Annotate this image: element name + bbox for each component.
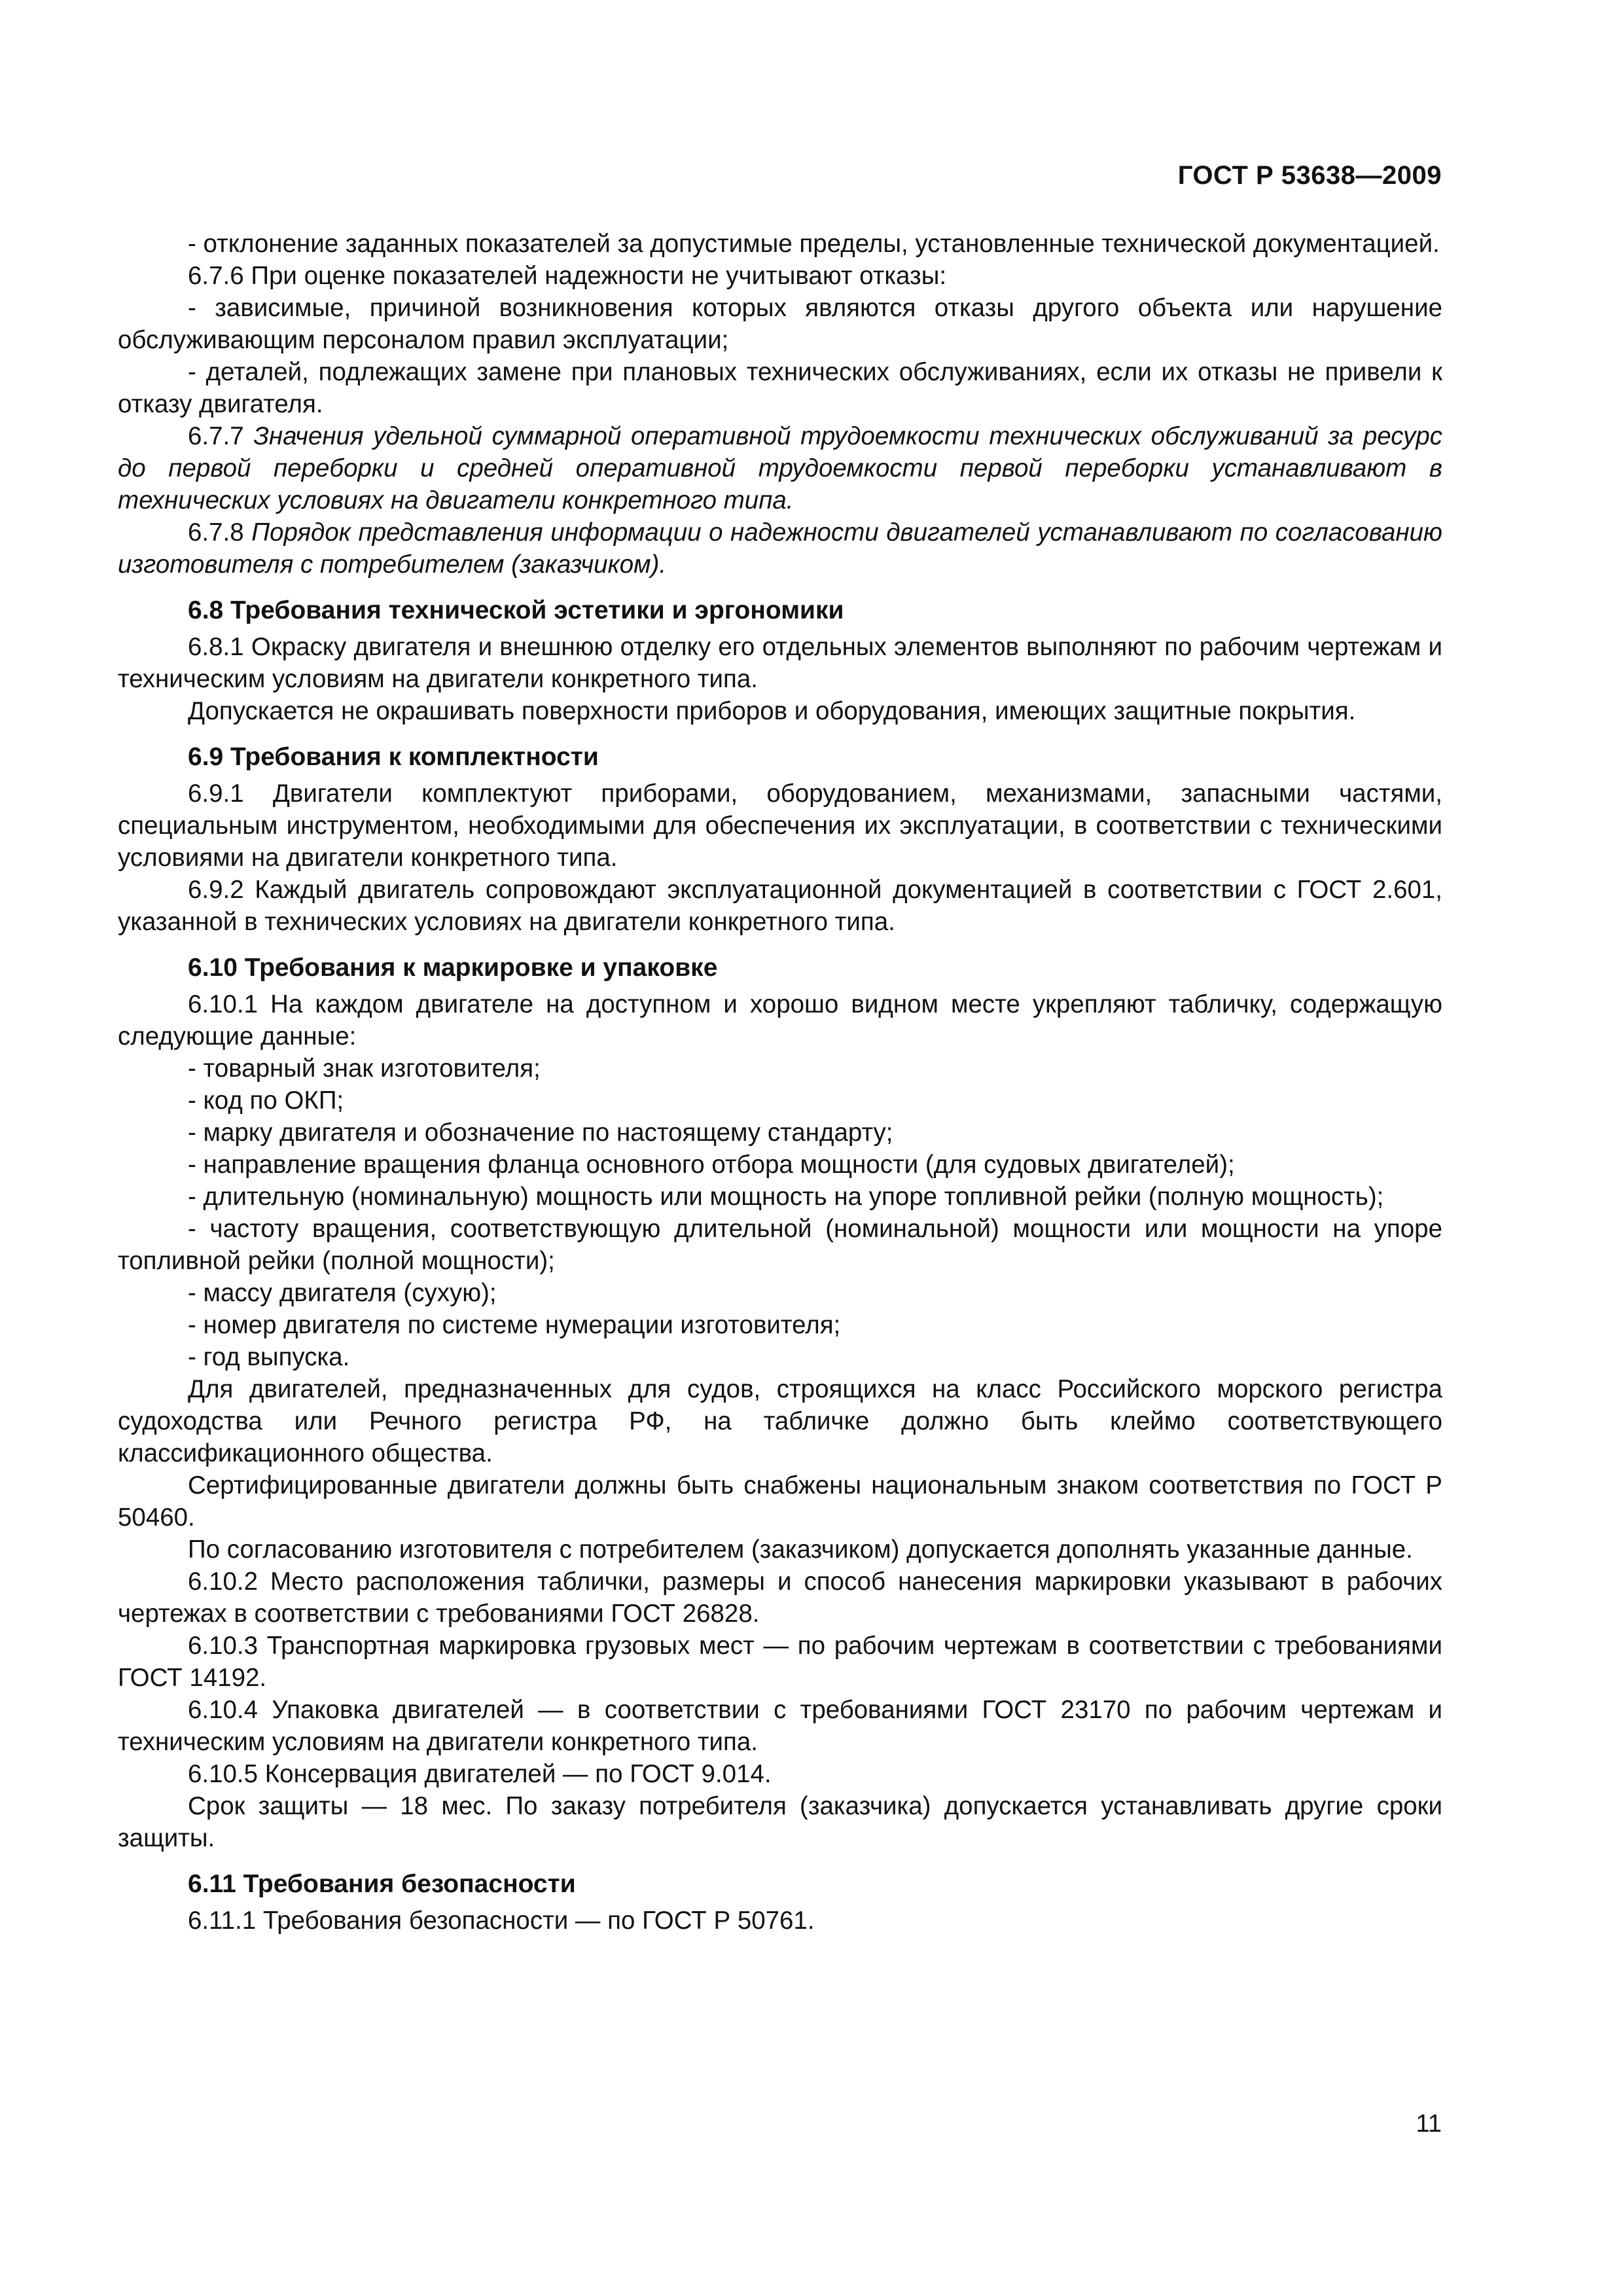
standard-designation: ГОСТ Р 53638—2009 <box>1177 161 1442 190</box>
clause-6-10-5: 6.10.5 Консервация двигателей — по ГОСТ 9.014. <box>188 1760 772 1788</box>
list-item: - товарный знак изготовителя; <box>188 1054 541 1083</box>
clause-6-9-1: 6.9.1 Двигатели комплектуют приборами, оборудованием, механизмами, запасными частями, специальным инструментом, необходимыми для обеспечения их эксплуатации, в соответствии с техническими условиями на двигатели конкретного типа. <box>118 780 1442 872</box>
section-heading-6-8: 6.8 Требования технической эстетики и эргономики <box>188 596 844 624</box>
paragraph: По согласованию изготовителя с потребителем (заказчиком) допускается дополнять указанные данные. <box>188 1535 1413 1564</box>
list-item: - год выпуска. <box>188 1343 350 1371</box>
paragraph: Сертифицированные двигатели должны быть снабжены национальным знаком соответствия по ГОСТ Р 50460. <box>118 1471 1442 1532</box>
clause-text: Порядок представления информации о надежности двигателей устанавливают по согласованию изготовителя с потребителем (заказчиком). <box>118 518 1442 579</box>
list-item: - длительную (номинальную) мощность или мощность на упоре топливной рейки (полную мощность); <box>188 1183 1384 1211</box>
list-item: - код по ОКП; <box>188 1086 344 1115</box>
paragraph: Для двигателей, предназначенных для судов, строящихся на класс Российского морского регистра судоходства или Речного регистра РФ, на табличке должно быть клеймо соответствующего классификационного общества. <box>118 1375 1442 1467</box>
list-item: - номер двигателя по системе нумерации изготовителя; <box>188 1311 841 1339</box>
paragraph: Допускается не окрашивать поверхности приборов и оборудования, имеющих защитные покрытия. <box>188 697 1356 725</box>
clause-6-10-1: 6.10.1 На каждом двигателе на доступном и хорошо видном месте укрепляют табличку, содержащую следующие данные: <box>118 990 1442 1050</box>
clause-number: 6.7.7 <box>188 422 254 450</box>
section-heading-6-9: 6.9 Требования к комплектности <box>188 743 599 771</box>
clause-6-7-8 <box>118 516 1442 581</box>
clause-number: 6.7.8 <box>188 518 252 547</box>
clause-6-7-7 <box>118 420 1442 516</box>
clause-6-11-1: 6.11.1 Требования безопасности — по ГОСТ Р 50761. <box>188 1907 815 1935</box>
paragraph: - отклонение заданных показателей за допустимые пределы, установленные технической документацией. <box>188 230 1440 258</box>
page-number: 11 <box>1416 2110 1442 2138</box>
paragraph: Срок защиты — 18 мес. По заказу потребителя (заказчика) допускается устанавливать другие сроки защиты. <box>118 1792 1442 1852</box>
list-item: - зависимые, причиной возникновения которых являются отказы другого объекта или нарушение обслуживающим персоналом правил эксплуатации; <box>118 294 1442 354</box>
list-item: - массу двигателя (сухую); <box>188 1279 497 1307</box>
list-item: - направление вращения фланца основного отбора мощности (для судовых двигателей); <box>188 1151 1235 1179</box>
clause-6-7-6: 6.7.6 При оценке показателей надежности не учитывают отказы: <box>188 262 947 290</box>
section-heading-6-10: 6.10 Требования к маркировке и упаковке <box>188 954 718 982</box>
list-item: - деталей, подлежащих замене при плановых технических обслуживаниях, если их отказы не привели к отказу двигателя. <box>118 358 1442 418</box>
clause-text: Значения удельной суммарной оперативной трудоемкости технических обслуживаний за ресурс до первой переборки и средней оперативной трудоемкости первой переборки устанавливают в технических условиях на двигатели конкретного типа. <box>118 422 1442 514</box>
clause-6-10-2: 6.10.2 Место расположения таблички, размеры и способ нанесения маркировки указывают в рабочих чертежах в соответствии с требованиями ГОСТ 26828. <box>118 1568 1442 1628</box>
clause-6-10-3: 6.10.3 Транспортная маркировка грузовых мест — по рабочим чертежам в соответствии с требованиями ГОСТ 14192. <box>118 1632 1442 1692</box>
section-heading-6-11: 6.11 Требования безопасности <box>188 1870 576 1898</box>
clause-6-10-4: 6.10.4 Упаковка двигателей — в соответствии с требованиями ГОСТ 23170 по рабочим чертежам и техническим условиям на двигатели конкретного типа. <box>118 1696 1442 1756</box>
document-body <box>118 228 1442 1937</box>
list-item: - частоту вращения, соответствующую длительной (номинальной) мощности или мощности на упоре топливной рейки (полной мощности); <box>118 1215 1442 1275</box>
clause-6-8-1: 6.8.1 Окраску двигателя и внешнюю отделку его отдельных элементов выполняют по рабочим чертежам и техническим условиям на двигатели конкретного типа. <box>118 633 1442 693</box>
clause-6-9-2: 6.9.2 Каждый двигатель сопровождают эксплуатационной документацией в соответствии с ГОСТ 2.601, указанной в технических условиях на двигатели конкретного типа. <box>118 876 1442 936</box>
list-item: - марку двигателя и обозначение по настоящему стандарту; <box>188 1119 893 1147</box>
